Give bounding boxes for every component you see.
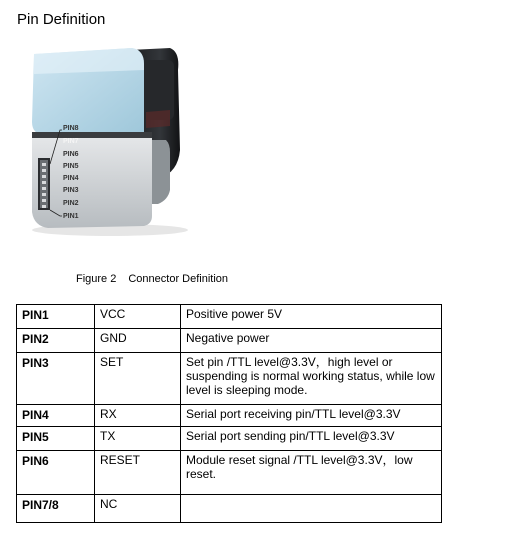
table-row <box>17 495 442 523</box>
connector-photo <box>20 40 195 240</box>
signal-cell: RESET <box>95 451 181 495</box>
table-row <box>17 451 442 495</box>
pin-cell: PIN4 <box>17 405 95 427</box>
signal-cell: GND <box>95 329 181 353</box>
table-row <box>17 305 442 329</box>
signal-cell: VCC <box>95 305 181 329</box>
pin-cell: PIN5 <box>17 427 95 451</box>
description-cell <box>181 495 442 523</box>
description-cell: Positive power 5V <box>181 305 442 329</box>
signal-cell: TX <box>95 427 181 451</box>
figure-caption <box>76 273 228 286</box>
pin-label-5: PIN5 <box>63 163 79 170</box>
description-cell: Serial port receiving pin/TTL level@3.3V <box>181 405 442 427</box>
pin-label-4: PIN4 <box>63 175 79 182</box>
pin-cell: PIN3 <box>17 353 95 405</box>
pin-definition-table <box>16 304 442 523</box>
table-row <box>17 329 442 353</box>
description-cell: Negative power <box>181 329 442 353</box>
table-row <box>17 405 442 427</box>
description-cell: Set pin /TTL level@3.3V，high level or suspending is normal working status, while low level is sleeping mode. <box>181 353 442 405</box>
pin-label-6: PIN6 <box>63 151 79 158</box>
table-row <box>17 353 442 405</box>
section-heading: Pin Definition <box>17 11 106 28</box>
pin-cell: PIN6 <box>17 451 95 495</box>
signal-cell: RX <box>95 405 181 427</box>
pin-cell: PIN7/8 <box>17 495 95 523</box>
pin-cell: PIN2 <box>17 329 95 353</box>
pin-label-7: PIN7 <box>63 138 79 145</box>
pin-label-8: PIN8 <box>63 125 79 132</box>
figure-number: Figure 2 <box>76 273 117 285</box>
signal-cell: SET <box>95 353 181 405</box>
figure-title: Connector Definition <box>128 273 229 285</box>
pin-label-2: PIN2 <box>63 200 79 207</box>
description-cell: Serial port sending pin/TTL level@3.3V <box>181 427 442 451</box>
pin-label-3: PIN3 <box>63 187 79 194</box>
pin-label-1: PIN1 <box>63 213 79 220</box>
signal-cell: NC <box>95 495 181 523</box>
table-row <box>17 427 442 451</box>
description-cell: Module reset signal /TTL level@3.3V，low reset. <box>181 451 442 495</box>
pin-cell: PIN1 <box>17 305 95 329</box>
